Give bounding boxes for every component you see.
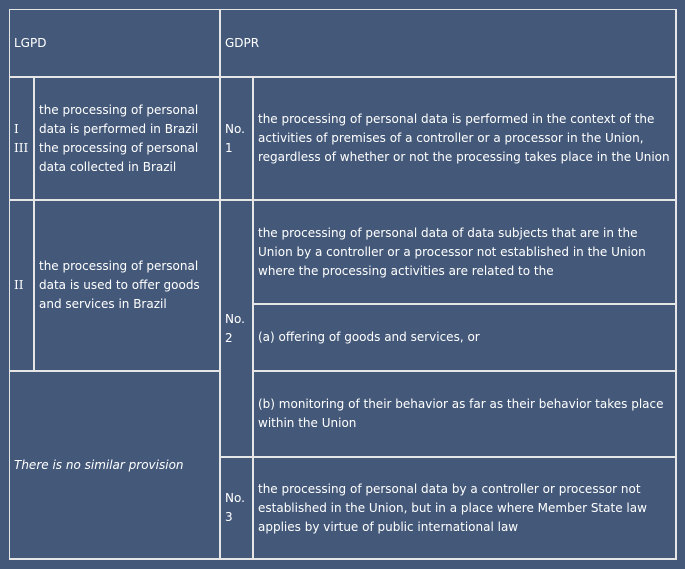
lgpd-header: LGPD — [10, 10, 221, 78]
lgpd-roman-numeral: II — [10, 201, 35, 372]
lgpd-provision-text: the processing of personal data is performed in Brazil — [39, 102, 199, 136]
lgpd-roman-numeral: III — [14, 140, 29, 155]
lgpd-provision-text: the processing of personal data collected in Brazil — [39, 140, 199, 174]
gdpr-article-number: No. 3 — [221, 458, 254, 560]
lgpd-gdpr-comparison-table — [9, 9, 677, 560]
table-row — [10, 78, 677, 201]
lgpd-provision — [35, 78, 221, 201]
gdpr-provision: the processing of personal data of data subjects that are in the Union by a controller or a processor not established in the Union where the processing activities are related to the — [254, 201, 677, 305]
lgpd-no-provision: There is no similar provision — [10, 372, 221, 560]
lgpd-article-number — [10, 78, 35, 201]
lgpd-provision: the processing of personal data is used to offer goods and services in Brazil — [35, 201, 221, 372]
lgpd-roman-numeral: I — [14, 121, 19, 136]
gdpr-provision-sub-a: (a) offering of goods and services, or — [254, 305, 677, 372]
gdpr-article-number: No. 2 — [221, 201, 254, 458]
gdpr-header: GDPR — [221, 10, 677, 78]
table-row — [10, 372, 677, 458]
gdpr-provision: the processing of personal data by a controller or processor not established in the Union, but in a place where Member State law applies by virtue of public international law — [254, 458, 677, 560]
gdpr-provision: the processing of personal data is performed in the context of the activities of premises of a controller or a processor in the Union, regardless of whether or not the processing takes place in the Union — [254, 78, 677, 201]
gdpr-provision-sub-b: (b) monitoring of their behavior as far as their behavior takes place within the Union — [254, 372, 677, 458]
gdpr-article-number: No. 1 — [221, 78, 254, 201]
header-row — [10, 10, 677, 78]
table-row — [10, 201, 677, 305]
